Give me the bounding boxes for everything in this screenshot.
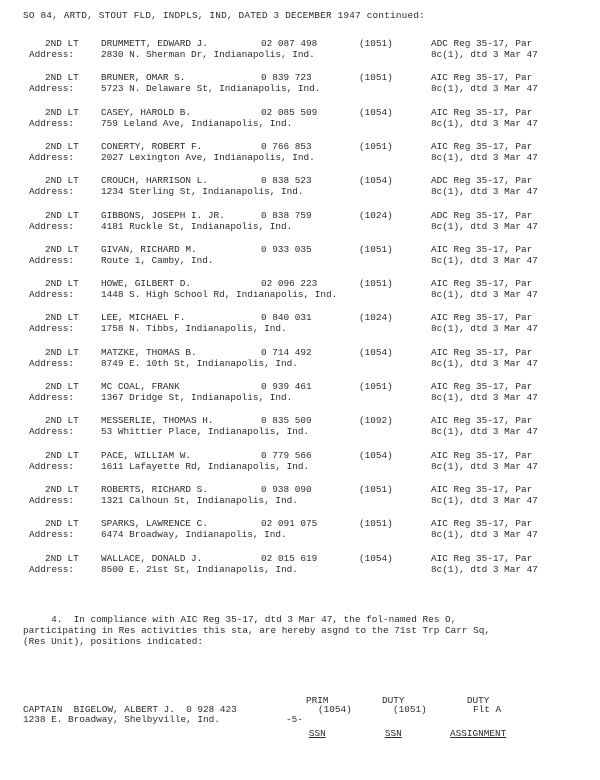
officer-ssn: 0 766 853 bbox=[261, 140, 312, 152]
officer-grade: 2ND LT bbox=[45, 415, 79, 427]
officer-entry bbox=[29, 210, 589, 234]
officer-ssn: 02 085 509 bbox=[261, 106, 318, 118]
authority-line-1: ADC Reg 35-17, Par bbox=[431, 209, 533, 221]
authority-line-2: 8c(1), dtd 3 Mar 47 bbox=[431, 323, 538, 335]
officer-name: GIVAN, RICHARD M. bbox=[101, 243, 197, 255]
authority-line-1: ADC Reg 35-17, Par bbox=[431, 175, 533, 187]
officer-grade: 2ND LT bbox=[45, 518, 79, 530]
officer-entry bbox=[29, 141, 589, 165]
duty-assignment-header-top: DUTY bbox=[466, 695, 490, 706]
address-label: Address: bbox=[29, 460, 75, 472]
officer-entry bbox=[29, 107, 589, 131]
officer-name: HOWE, GILBERT D. bbox=[101, 278, 192, 290]
prim-ssn-header-bottom: SSN bbox=[308, 728, 326, 739]
officer-address: 1367 Dridge St, Indianapolis, Ind. bbox=[101, 392, 293, 403]
officer-entry bbox=[29, 518, 589, 542]
officer-entry bbox=[29, 553, 589, 577]
officer-entry bbox=[29, 312, 589, 336]
authority-line-1: AIC Reg 35-17, Par bbox=[431, 346, 533, 358]
officer-entry bbox=[29, 244, 589, 268]
officer-address: 8500 E. 21st St, Indianapolis, Ind. bbox=[101, 563, 298, 575]
authority-line-2: 8c(1), dtd 3 Mar 47 bbox=[431, 460, 538, 472]
authority-line-1: AIC Reg 35-17, Par bbox=[431, 483, 533, 495]
address-label: Address: bbox=[29, 186, 75, 198]
officer-grade: 2ND LT bbox=[45, 140, 79, 152]
officer-specialty-code: (1051) bbox=[359, 243, 393, 255]
officer-specialty-code: (1051) bbox=[359, 38, 393, 49]
officer-name: SPARKS, LAWRENCE C. bbox=[101, 518, 208, 530]
authority-line-2: 8c(1), dtd 3 Mar 47 bbox=[431, 563, 538, 575]
duty-ssn-header-bottom: SSN bbox=[384, 728, 402, 739]
order-header: SO 84, ARTD, STOUT FLD, INDPLS, IND, DATED 3 DECEMBER 1947 continued: bbox=[23, 10, 425, 21]
authority-line-2: 8c(1), dtd 3 Mar 47 bbox=[431, 494, 538, 506]
authority-line-1: AIC Reg 35-17, Par bbox=[431, 106, 533, 118]
address-label: Address: bbox=[29, 254, 75, 266]
authority-line-2: 8c(1), dtd 3 Mar 47 bbox=[431, 49, 538, 60]
prim-ssn-header-top: PRIM bbox=[306, 695, 329, 706]
prim-ssn-header bbox=[306, 673, 329, 761]
authority-line-1: AIC Reg 35-17, Par bbox=[431, 415, 533, 427]
officer-entry bbox=[29, 278, 589, 302]
captain-duty-ssn: (1051) bbox=[393, 704, 427, 715]
officer-name: CASEY, HAROLD B. bbox=[101, 106, 192, 118]
authority-line-2: 8c(1), dtd 3 Mar 47 bbox=[431, 392, 538, 403]
authority-line-1: AIC Reg 35-17, Par bbox=[431, 140, 533, 152]
officer-entry bbox=[29, 415, 589, 439]
officer-specialty-code: (1051) bbox=[359, 483, 393, 495]
authority-line-1: AIC Reg 35-17, Par bbox=[431, 312, 533, 324]
address-label: Address: bbox=[29, 220, 75, 232]
captain-assignment: Flt A bbox=[473, 704, 502, 715]
officer-grade: 2ND LT bbox=[45, 449, 79, 461]
officer-name: CROUCH, HARRISON L. bbox=[101, 175, 208, 187]
officer-ssn: 0 840 031 bbox=[261, 312, 312, 324]
address-label: Address: bbox=[29, 117, 75, 129]
page-number: -5- bbox=[286, 714, 303, 725]
officer-ssn: 0 714 492 bbox=[261, 346, 312, 358]
officer-entry bbox=[29, 175, 589, 199]
officer-grade: 2ND LT bbox=[45, 209, 79, 221]
officer-grade: 2ND LT bbox=[45, 312, 79, 324]
authority-line-2: 8c(1), dtd 3 Mar 47 bbox=[431, 254, 538, 266]
address-label: Address: bbox=[29, 392, 75, 403]
address-label: Address: bbox=[29, 357, 75, 369]
address-label: Address: bbox=[29, 289, 75, 301]
officer-entry bbox=[29, 347, 589, 371]
officer-specialty-code: (1051) bbox=[359, 72, 393, 84]
duty-ssn-header-top: DUTY bbox=[382, 695, 405, 706]
officer-address: 2830 N. Sherman Dr, Indianapolis, Ind. bbox=[101, 49, 315, 60]
officer-grade: 2ND LT bbox=[45, 483, 79, 495]
officer-address: 8749 E. 10th St, Indianapolis, Ind. bbox=[101, 357, 298, 369]
officer-entry bbox=[29, 381, 589, 405]
duty-assignment-header bbox=[450, 673, 506, 761]
officer-specialty-code: (1051) bbox=[359, 381, 393, 392]
officer-name: GIBBONS, JOSEPH I. JR. bbox=[101, 209, 225, 221]
paragraph-4-line-3: (Res Unit), positions indicated: bbox=[23, 636, 204, 647]
officer-grade: 2ND LT bbox=[45, 175, 79, 187]
officer-name: BRUNER, OMAR S. bbox=[101, 72, 186, 84]
officer-name: WALLACE, DONALD J. bbox=[101, 552, 203, 564]
authority-line-1: AIC Reg 35-17, Par bbox=[431, 278, 533, 290]
authority-line-1: ADC Reg 35-17, Par bbox=[431, 38, 533, 49]
officer-grade: 2ND LT bbox=[45, 38, 79, 49]
authority-line-2: 8c(1), dtd 3 Mar 47 bbox=[431, 426, 538, 438]
officer-grade: 2ND LT bbox=[45, 106, 79, 118]
officer-address: 1234 Sterling St, Indianapolis, Ind. bbox=[101, 186, 304, 198]
officer-specialty-code: (1092) bbox=[359, 415, 393, 427]
officer-address: 1758 N. Tibbs, Indianapolis, Ind. bbox=[101, 323, 287, 335]
officer-ssn: 0 933 035 bbox=[261, 243, 312, 255]
officer-name: MATZKE, THOMAS B. bbox=[101, 346, 197, 358]
officer-specialty-code: (1054) bbox=[359, 552, 393, 564]
officer-specialty-code: (1054) bbox=[359, 106, 393, 118]
officer-address: 5723 N. Delaware St, Indianapolis, Ind. bbox=[101, 83, 321, 95]
authority-line-2: 8c(1), dtd 3 Mar 47 bbox=[431, 220, 538, 232]
officer-ssn: 0 939 461 bbox=[261, 381, 312, 392]
authority-line-2: 8c(1), dtd 3 Mar 47 bbox=[431, 357, 538, 369]
officer-name: DRUMMETT, EDWARD J. bbox=[101, 38, 208, 49]
paragraph-4-line-2: participating in Res activities this sta, are hereby asgnd to the 71st Trp Carr Sq, bbox=[23, 625, 490, 636]
officer-address: 2027 Lexington Ave, Indianapolis, Ind. bbox=[101, 151, 315, 163]
authority-line-1: AIC Reg 35-17, Par bbox=[431, 518, 533, 530]
officer-grade: 2ND LT bbox=[45, 381, 79, 392]
authority-line-2: 8c(1), dtd 3 Mar 47 bbox=[431, 83, 538, 95]
officer-entry bbox=[29, 450, 589, 474]
duty-assignment-header-bottom: ASSIGNMENT bbox=[450, 728, 507, 739]
captain-address: 1238 E. Broadway, Shelbyville, Ind. bbox=[23, 714, 220, 725]
officer-address: 6474 Broadway, Indianapolis, Ind. bbox=[101, 529, 287, 541]
officer-specialty-code: (1054) bbox=[359, 346, 393, 358]
officer-address: 1448 S. High School Rd, Indianapolis, Ind. bbox=[101, 289, 338, 301]
address-label: Address: bbox=[29, 323, 75, 335]
officer-ssn: 0 938 090 bbox=[261, 483, 312, 495]
officer-grade: 2ND LT bbox=[45, 278, 79, 290]
captain-name: CAPTAIN BIGELOW, ALBERT J. 0 928 423 bbox=[23, 704, 237, 715]
paragraph-4-line-1: 4. In compliance with AIC Reg 35-17, dtd 3 Mar 47, the fol-named Res O, bbox=[23, 614, 457, 625]
address-label: Address: bbox=[29, 83, 75, 95]
officer-specialty-code: (1051) bbox=[359, 278, 393, 290]
officer-ssn: 0 835 509 bbox=[261, 415, 312, 427]
officer-specialty-code: (1024) bbox=[359, 312, 393, 324]
officer-name: MC COAL, FRANK bbox=[101, 381, 180, 392]
officer-ssn: 0 838 759 bbox=[261, 209, 312, 221]
authority-line-1: AIC Reg 35-17, Par bbox=[431, 72, 533, 84]
officer-specialty-code: (1051) bbox=[359, 140, 393, 152]
address-label: Address: bbox=[29, 494, 75, 506]
officer-entry bbox=[29, 484, 589, 508]
officer-specialty-code: (1054) bbox=[359, 449, 393, 461]
officer-ssn: 02 091 075 bbox=[261, 518, 318, 530]
address-label: Address: bbox=[29, 151, 75, 163]
officer-specialty-code: (1051) bbox=[359, 518, 393, 530]
officer-grade: 2ND LT bbox=[45, 346, 79, 358]
officer-name: MESSERLIE, THOMAS H. bbox=[101, 415, 214, 427]
officer-name: CONERTY, ROBERT F. bbox=[101, 140, 203, 152]
officer-address: 4181 Ruckle St, Indianapolis, Ind. bbox=[101, 220, 293, 232]
officer-grade: 2ND LT bbox=[45, 552, 79, 564]
authority-line-1: AIC Reg 35-17, Par bbox=[431, 552, 533, 564]
officer-ssn: 0 838 523 bbox=[261, 175, 312, 187]
address-label: Address: bbox=[29, 563, 75, 575]
officer-grade: 2ND LT bbox=[45, 72, 79, 84]
address-label: Address: bbox=[29, 529, 75, 541]
officer-address: 1321 Calhoun St, Indianapolis, Ind. bbox=[101, 494, 298, 506]
officer-address: 759 Leland Ave, Indianapolis, Ind. bbox=[101, 117, 293, 129]
officer-entry bbox=[29, 72, 589, 96]
address-label: Address: bbox=[29, 426, 75, 438]
officer-ssn: 02 096 223 bbox=[261, 278, 318, 290]
officer-address: Route 1, Camby, Ind. bbox=[101, 254, 214, 266]
authority-line-1: AIC Reg 35-17, Par bbox=[431, 243, 533, 255]
officer-name: PACE, WILLIAM W. bbox=[101, 449, 192, 461]
officer-name: LEE, MICHAEL F. bbox=[101, 312, 186, 324]
authority-line-1: AIC Reg 35-17, Par bbox=[431, 449, 533, 461]
authority-line-2: 8c(1), dtd 3 Mar 47 bbox=[431, 289, 538, 301]
officer-address: 1611 Lafayette Rd, Indianapolis, Ind. bbox=[101, 460, 310, 472]
authority-line-2: 8c(1), dtd 3 Mar 47 bbox=[431, 529, 538, 541]
address-label: Address: bbox=[29, 49, 75, 60]
authority-line-2: 8c(1), dtd 3 Mar 47 bbox=[431, 151, 538, 163]
officer-address: 53 Whittier Place, Indianapolis, Ind. bbox=[101, 426, 310, 438]
officer-ssn: 0 779 566 bbox=[261, 449, 312, 461]
officer-specialty-code: (1054) bbox=[359, 175, 393, 187]
officer-specialty-code: (1024) bbox=[359, 209, 393, 221]
officer-entry bbox=[29, 38, 589, 62]
authority-line-1: AIC Reg 35-17, Par bbox=[431, 381, 533, 392]
captain-prim-ssn: (1054) bbox=[318, 704, 352, 715]
officer-ssn: 02 015 619 bbox=[261, 552, 318, 564]
authority-line-2: 8c(1), dtd 3 Mar 47 bbox=[431, 186, 538, 198]
officer-grade: 2ND LT bbox=[45, 243, 79, 255]
officer-ssn: 0 839 723 bbox=[261, 72, 312, 84]
officer-name: ROBERTS, RICHARD S. bbox=[101, 483, 208, 495]
officer-ssn: 02 087 498 bbox=[261, 38, 318, 49]
authority-line-2: 8c(1), dtd 3 Mar 47 bbox=[431, 117, 538, 129]
duty-ssn-header bbox=[382, 673, 405, 761]
